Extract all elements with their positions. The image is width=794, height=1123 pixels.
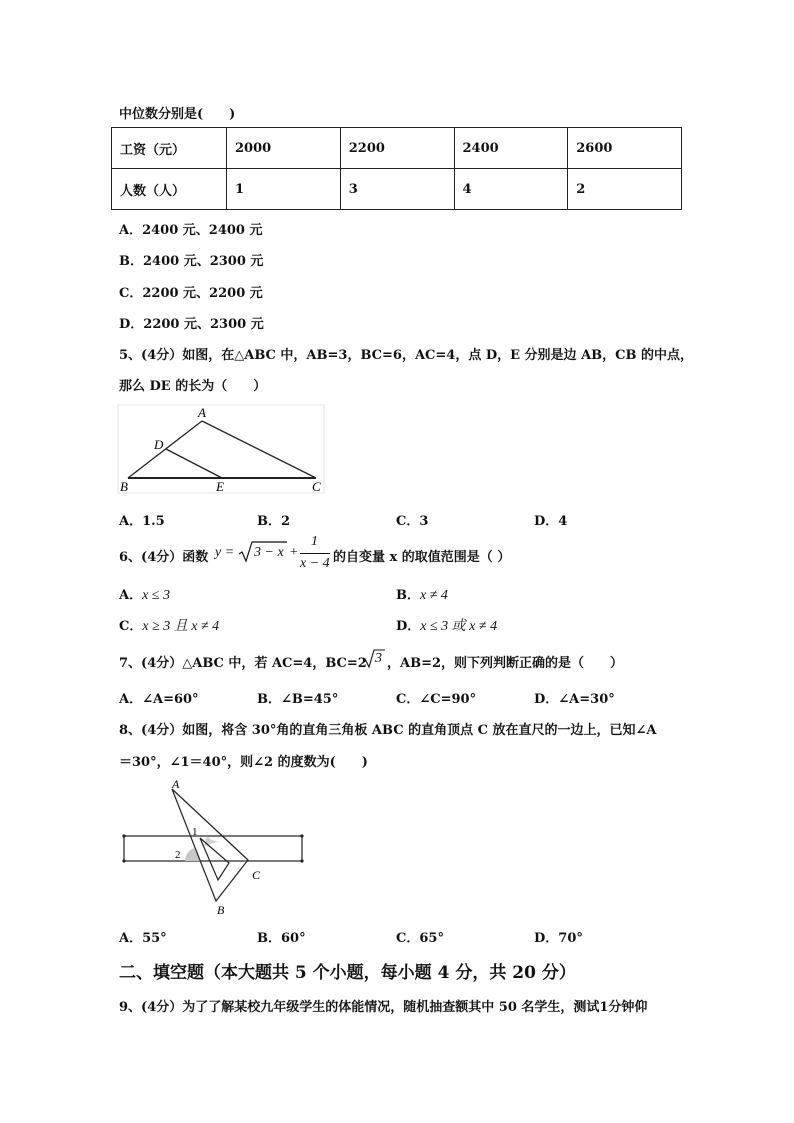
option-letter: D． xyxy=(396,619,421,634)
table-cell: 1 xyxy=(227,169,341,210)
q7-stem-part2: ，AB=2，则下列判断正确的是（ ） xyxy=(387,656,624,671)
q5-triangle-figure xyxy=(116,402,328,496)
q5-option-c[interactable]: C．3 xyxy=(396,514,429,529)
q6-option-c[interactable] xyxy=(119,615,219,635)
q6-option-a[interactable] xyxy=(119,584,170,604)
option-letter: B． xyxy=(396,588,420,603)
sqrt-sign-icon xyxy=(362,648,386,670)
q4-stem-tail: 中位数分别是( ) xyxy=(119,107,236,122)
option-letter: C． xyxy=(119,619,143,634)
table-row xyxy=(112,169,682,210)
q4-option-b[interactable]: B．2400 元、2300 元 xyxy=(119,254,264,269)
q6-formula-lhs: y = xyxy=(215,545,235,560)
q6-option-b[interactable] xyxy=(396,584,448,604)
table-cell: 2000 xyxy=(227,128,341,169)
q6-stem-prefix: 6、(4分）函数 xyxy=(119,550,209,565)
q9-stem-line1: 9、(4分）为了了解某校九年级学生的体能情况，随机抽查额其中 50 名学生，测试1分钟仰 xyxy=(119,1000,648,1015)
q7-option-c[interactable]: C．∠C=90° xyxy=(396,692,477,707)
label-c: C xyxy=(252,868,261,882)
side-ac xyxy=(202,421,316,478)
q7-option-d[interactable]: D．∠A=30° xyxy=(534,692,615,707)
table-cell: 2200 xyxy=(340,128,454,169)
label-b: B xyxy=(217,903,225,917)
q8-ruler-triangle-figure xyxy=(118,776,310,918)
label-e: E xyxy=(216,479,224,494)
q6-fraction-denominator: x − 4 xyxy=(300,556,330,571)
label-angle-2: 2 xyxy=(175,849,181,861)
fraction-bar xyxy=(300,553,330,554)
segment-de xyxy=(166,449,222,478)
q8-stem-line1: 8、(4分）如图，将含 30°角的直角三角板 ABC 的直角顶点 C 放在直尺的一边上，已知∠A xyxy=(119,723,657,738)
option-letter: A． xyxy=(119,588,143,603)
table-cell: 3 xyxy=(340,169,454,210)
triangle-inner xyxy=(200,838,229,880)
q5-option-b[interactable]: B．2 xyxy=(257,514,291,529)
label-a: A xyxy=(172,777,180,791)
q5-stem-line1: 5、(4分）如图，在△ABC 中，AB=3，BC=6，AC=4，点 D，E 分别是边 AB，CB 的中点， xyxy=(119,348,694,363)
q8-option-c[interactable]: C．65° xyxy=(396,931,444,946)
section-title: 二、填空题（本大题共 5 个小题，每小题 4 分，共 20 分） xyxy=(119,963,576,983)
table-cell: 2 xyxy=(568,169,682,210)
label-a: A xyxy=(198,405,206,420)
option-math: x ≠ 4 xyxy=(420,588,448,603)
table-cell: 工资（元） xyxy=(112,128,227,169)
label-angle-1: 1 xyxy=(192,826,198,838)
q8-stem-line2: ＝30°，∠1＝40°，则∠2 的度数为( ) xyxy=(119,755,368,770)
option-math: x ≤ 3 或 x ≠ 4 xyxy=(420,619,498,634)
q6-stem-suffix: 的自变量 x 的取值范围是（ ） xyxy=(333,550,511,565)
q6-option-d[interactable] xyxy=(396,615,497,635)
q8-option-b[interactable]: B．60° xyxy=(257,931,306,946)
table-cell: 4 xyxy=(454,169,568,210)
q6-sqrt-body: 3 − x xyxy=(254,545,284,560)
q7-sqrt-arg: 3 xyxy=(375,651,382,666)
q7-stem-part1: 7、(4分）△ABC 中，若 AC=4，BC=2 xyxy=(119,656,367,671)
q6-fraction-numerator: 1 xyxy=(311,534,318,549)
q5-stem-line2: 那么 DE 的长为（ ） xyxy=(119,379,267,394)
q5-option-d[interactable]: D．4 xyxy=(534,514,568,529)
q4-option-d[interactable]: D．2200 元、2300 元 xyxy=(119,317,264,332)
label-b: B xyxy=(120,479,128,494)
label-d: D xyxy=(154,437,164,452)
q7-option-b[interactable]: B．∠B=45° xyxy=(257,692,339,707)
q6-plus: + xyxy=(289,545,299,560)
triangle-outer xyxy=(172,789,248,901)
q7-option-a[interactable]: A．∠A=60° xyxy=(119,692,199,707)
q4-option-a[interactable]: A．2400 元、2400 元 xyxy=(119,223,263,238)
option-math: x ≥ 3 且 x ≠ 4 xyxy=(142,619,220,634)
table-cell: 2400 xyxy=(454,128,568,169)
q8-option-d[interactable]: D．70° xyxy=(534,931,583,946)
q8-option-a[interactable]: A．55° xyxy=(119,931,167,946)
label-c: C xyxy=(312,479,321,494)
table-cell: 2600 xyxy=(568,128,682,169)
q5-option-a[interactable]: A．1.5 xyxy=(119,514,165,529)
angle-2-shade xyxy=(185,848,201,861)
option-math: x ≤ 3 xyxy=(142,588,170,603)
table-row xyxy=(112,128,682,169)
q4-option-c[interactable]: C．2200 元、2200 元 xyxy=(119,286,263,301)
side-ab xyxy=(128,421,202,478)
wage-table xyxy=(111,127,682,210)
table-cell: 人数（人） xyxy=(112,169,227,210)
